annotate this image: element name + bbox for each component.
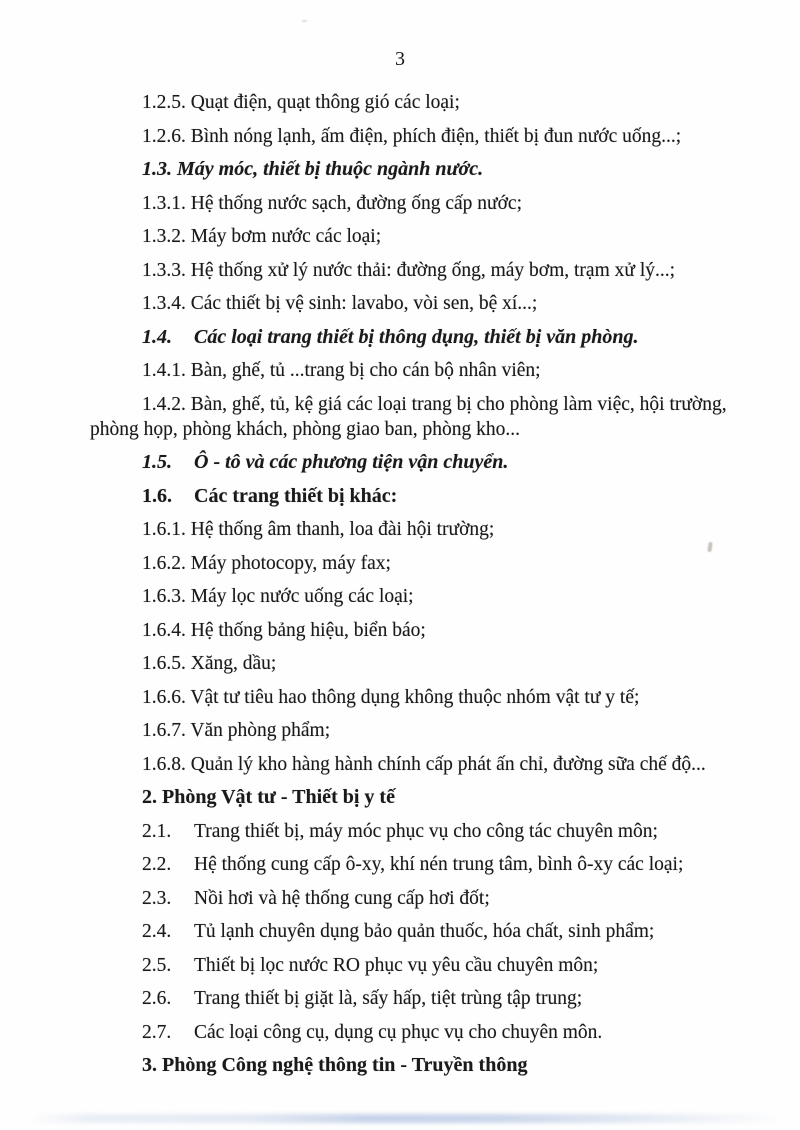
paragraph-number: 1.6.5.: [142, 653, 186, 674]
paragraph-2-3: [90, 886, 745, 911]
paragraph-text: Nồi hơi và hệ thống cung cấp hơi đốt;: [194, 887, 490, 909]
paragraph-text: Phòng Vật tư - Thiết bị y tế: [162, 786, 395, 808]
paragraph-number: 2.7.: [142, 1021, 172, 1043]
paragraph-number: 1.3.4.: [142, 293, 186, 314]
paragraph-text: Quản lý kho hàng hành chính cấp phát ấn chỉ, đường sữa chế độ...: [190, 753, 706, 775]
paragraph-number: 2.2.: [142, 854, 172, 875]
paragraph-text: Hệ thống bảng hiệu, biển báo;: [190, 619, 426, 641]
paragraph-number: 1.2.6.: [142, 125, 186, 147]
document-body: [90, 90, 745, 1087]
paragraph-number: 1.4.2.: [142, 393, 186, 415]
paragraph-number: 1.4.: [142, 325, 172, 348]
paragraph-1-3-2: [90, 224, 745, 249]
paragraph-1-3: [90, 157, 745, 182]
paragraph-number: 1.5.: [142, 451, 172, 473]
paragraph-text: Quạt điện, quạt thông gió các loại;: [190, 92, 460, 113]
paragraph-number: 1.6.2.: [142, 552, 186, 574]
paragraph-number: 2.6.: [142, 988, 172, 1009]
paragraph-number: 2.1.: [142, 820, 172, 842]
paragraph-number: 1.6.3.: [142, 586, 186, 607]
paragraph-text: Thiết bị lọc nước RO phục vụ yêu cầu chuyên môn;: [194, 954, 599, 976]
paragraph-text: Hệ thống nước sạch, đường ống cấp nước;: [190, 192, 522, 214]
paragraph-1-3-4: [90, 291, 745, 316]
paragraph-text: Xăng, dầu;: [190, 653, 277, 674]
paragraph-1-2-5: [90, 90, 745, 115]
paragraph-number: 2.4.: [142, 921, 172, 942]
paragraph-1-6: [90, 484, 745, 509]
paragraph-text: Các loại công cụ, dụng cụ phục vụ cho chuyên môn.: [194, 1021, 603, 1043]
paragraph-text: Hệ thống xử lý nước thải: đường ống, máy bơm, trạm xử lý...;: [190, 259, 676, 281]
paragraph-text: Các trang thiết bị khác:: [194, 484, 398, 507]
paragraph-number: 2.5.: [142, 954, 172, 976]
page-number: 3: [395, 48, 405, 70]
paragraph-number: 1.3.2.: [142, 226, 186, 247]
paragraph-1-6-8: [90, 752, 745, 777]
paragraph-2-6: [90, 986, 745, 1011]
paragraph-1-5: [90, 450, 745, 475]
paragraph-text: Máy móc, thiết bị thuộc ngành nước.: [177, 158, 484, 180]
paragraph-1-4-1: [90, 358, 745, 383]
paragraph-text: Máy photocopy, máy fax;: [190, 552, 391, 574]
paragraph-number: 1.6.: [142, 484, 172, 507]
paragraph-1-6-5: [90, 651, 745, 676]
paragraph-number: 1.6.7.: [142, 720, 186, 741]
paragraph-text: Các thiết bị vệ sinh: lavabo, vòi sen, bệ xí...;: [190, 293, 538, 314]
paragraph-1-6-4: [90, 618, 745, 643]
paragraph-text: Ô - tô và các phương tiện vận chuyển.: [194, 451, 509, 473]
paragraph-number: 1.6.8.: [142, 753, 186, 775]
paragraph-text: Trang thiết bị, máy móc phục vụ cho công tác chuyên môn;: [194, 820, 658, 842]
paragraph-number: 3.: [142, 1054, 157, 1076]
paragraph-text: Hệ thống cung cấp ô-xy, khí nén trung tâm, bình ô-xy các loại;: [194, 854, 684, 875]
paragraph-text: Bình nóng lạnh, ấm điện, phích điện, thiết bị đun nước uống...;: [190, 125, 682, 147]
paragraph-number: 1.3.3.: [142, 259, 186, 281]
paragraph-1-3-3: [90, 258, 745, 283]
paragraph-1-3-1: [90, 191, 745, 216]
paragraph-2-2: [90, 852, 745, 877]
paragraph-number: 1.4.1.: [142, 360, 186, 381]
paragraph-1-6-7: [90, 718, 745, 743]
paragraph-2-4: [90, 919, 745, 944]
paragraph-text: Trang thiết bị giặt là, sấy hấp, tiệt trùng tập trung;: [194, 988, 583, 1009]
paragraph-number: 1.3.: [142, 158, 172, 180]
paragraph-number: 1.2.5.: [142, 92, 186, 113]
paragraph-2: [90, 785, 745, 810]
paragraph-1-4: [90, 325, 745, 350]
paragraph-1-4-2: [90, 392, 745, 442]
paragraph-3: [90, 1053, 745, 1078]
paragraph-text: Hệ thống âm thanh, loa đài hội trường;: [190, 519, 495, 540]
paragraph-1-2-6: [90, 124, 745, 149]
paragraph-1-6-2: [90, 551, 745, 576]
paragraph-number: 2.: [142, 786, 157, 808]
scan-edge-line: [28, 1114, 782, 1123]
paragraph-text: Văn phòng phẩm;: [190, 720, 331, 741]
paragraph-text: Các loại trang thiết bị thông dụng, thiết bị văn phòng.: [194, 325, 639, 348]
paragraph-text: Tủ lạnh chuyên dụng bảo quản thuốc, hóa chất, sinh phẩm;: [194, 921, 655, 942]
paragraph-2-5: [90, 953, 745, 978]
paragraph-2-1: [90, 819, 745, 844]
paragraph-1-6-1: [90, 517, 745, 542]
paragraph-text: Máy lọc nước uống các loại;: [190, 586, 414, 607]
scan-speck: [302, 20, 307, 22]
paragraph-text: Phòng Công nghệ thông tin - Truyền thông: [162, 1054, 528, 1076]
paragraph-number: 1.6.1.: [142, 519, 186, 540]
paragraph-number: 1.6.4.: [142, 619, 186, 641]
paragraph-number: 1.3.1.: [142, 192, 186, 214]
paragraph-text: Máy bơm nước các loại;: [190, 226, 382, 247]
paragraph-1-6-6: [90, 685, 745, 710]
paragraph-1-6-3: [90, 584, 745, 609]
paragraph-text: Vật tư tiêu hao thông dụng không thuộc nhóm vật tư y tế;: [190, 686, 640, 708]
paragraph-number: 2.3.: [142, 887, 172, 909]
paragraph-2-7: [90, 1020, 745, 1045]
paragraph-text: Bàn, ghế, tủ, kệ giá các loại trang bị cho phòng làm việc, hội trường, phòng họp, phòng khách, phòng giao ban, phòng kho...: [90, 393, 727, 440]
paragraph-text: Bàn, ghế, tủ ...trang bị cho cán bộ nhân viên;: [190, 360, 541, 381]
paragraph-number: 1.6.6.: [142, 686, 186, 708]
